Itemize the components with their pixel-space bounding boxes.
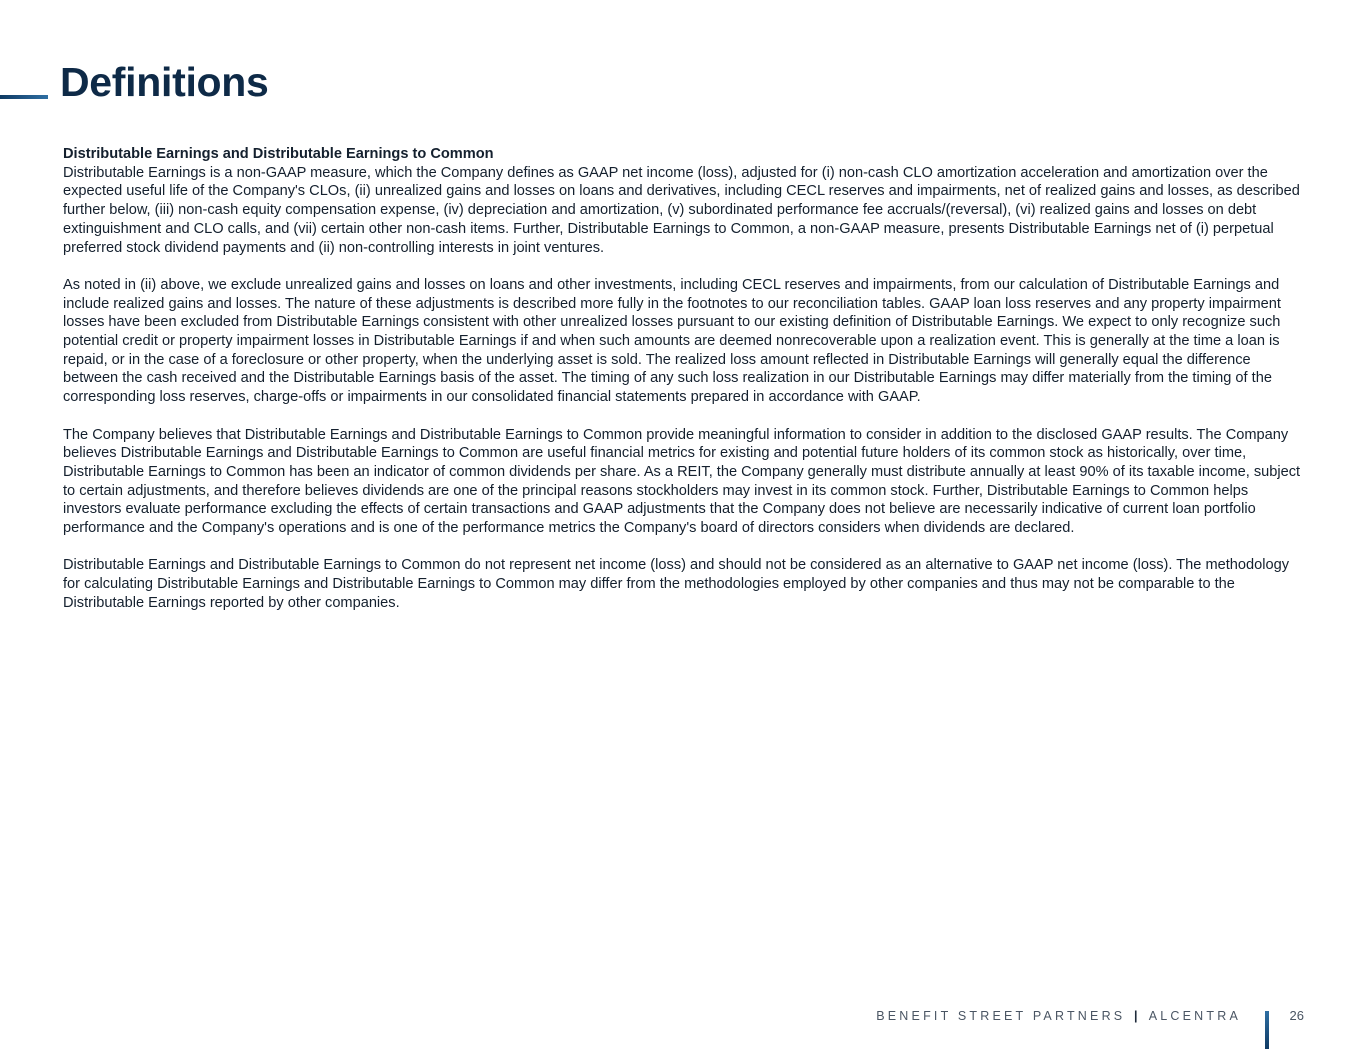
footer-accent-bar xyxy=(1265,1011,1269,1049)
brand-separator: | xyxy=(1134,1009,1141,1023)
page-title: Definitions xyxy=(60,59,269,105)
paragraph-usefulness: The Company believes that Distributable Earnings and Distributable Earnings to Common provide meaningful information to consider in addition to the disclosed GAAP results. The Company believes Distributable Earnings and Distributable Earnings to Common are useful financial metrics for existing and potential future holders of its common stock as historically, over time, Distributable Earnings to Common has been an indicator of common dividends per share. As a REIT, the Company generally must distribute annually at least 90% of its taxable income, subject to certain adjustments, and therefore believes dividends are one of the principal reasons stockholders may invest in its common stock. Further, Distributable Earnings to Common helps investors evaluate performance excluding the effects of certain transactions and GAAP adjustments that the Company does not believe are necessarily indicative of current loan portfolio performance and the Company's operations and is one of the performance metrics the Company's board of directors considers when dividends are declared. xyxy=(63,426,1301,537)
paragraph-disclaimer: Distributable Earnings and Distributable Earnings to Common do not represent net income (loss) and should not be considered as an alternative to GAAP net income (loss). The methodology for calculating Distributable Earnings and Distributable Earnings to Common may differ from the methodologies employed by other companies and thus may not be comparable to the Distributable Earnings reported by other companies. xyxy=(63,557,1290,611)
brand-right: ALCENTRA xyxy=(1148,1009,1241,1023)
paragraph-definition: Distributable Earnings is a non-GAAP measure, which the Company defines as GAAP net income (loss), adjusted for (i) non-cash CLO amortization acceleration and amortization over the expected useful life of the Company's CLOs, (ii) unrealized gains and losses on loans and derivatives, including CECL reserves and impairments, net of realized gains and losses, as described further below, (iii) non-cash equity compensation expense, (iv) depreciation and amortization, (v) subordinated performance fee accruals/(reversal), (vi) realized gains and losses on debt extinguishment and CLO calls, and (vii) certain other non-cash items. Further, Distributable Earnings to Common, a non-GAAP measure, presents Distributable Earnings net of (i) perpetual preferred stock dividend payments and (ii) non-controlling interests in joint ventures. xyxy=(63,164,1300,256)
footer-brand xyxy=(876,1009,1241,1023)
page-number: 26 xyxy=(1289,1008,1304,1023)
paragraph-unrealized-gains: As noted in (ii) above, we exclude unrealized gains and losses on loans and other investments, including CECL reserves and impairments, from our calculation of Distributable Earnings and include realized gains and losses. The nature of these adjustments is described more fully in the footnotes to our reconciliation tables. GAAP loan loss reserves and any property impairment losses have been excluded from Distributable Earnings consistent with other unrealized losses pursuant to our existing definition of Distributable Earnings. We expect to only recognize such potential credit or property impairment losses in Distributable Earnings if and when such amounts are deemed nonrecoverable upon a realization event. This is generally at the time a loan is repaid, or in the case of a foreclosure or other property, when the underlying asset is sold. The realized loss amount reflected in Distributable Earnings will generally equal the difference between the cash received and the Distributable Earnings basis of the asset. The timing of any such loss realization in our Distributable Earnings may differ materially from the timing of the corresponding loss reserves, charge-offs or impairments in our consolidated financial statements prepared in accordance with GAAP. xyxy=(63,276,1281,406)
section-heading: Distributable Earnings and Distributable Earnings to Common xyxy=(63,146,494,162)
footer xyxy=(0,995,1365,1055)
brand-left: BENEFIT STREET PARTNERS xyxy=(876,1009,1126,1023)
title-accent-bar xyxy=(0,95,48,99)
definitions-content xyxy=(63,145,1305,631)
